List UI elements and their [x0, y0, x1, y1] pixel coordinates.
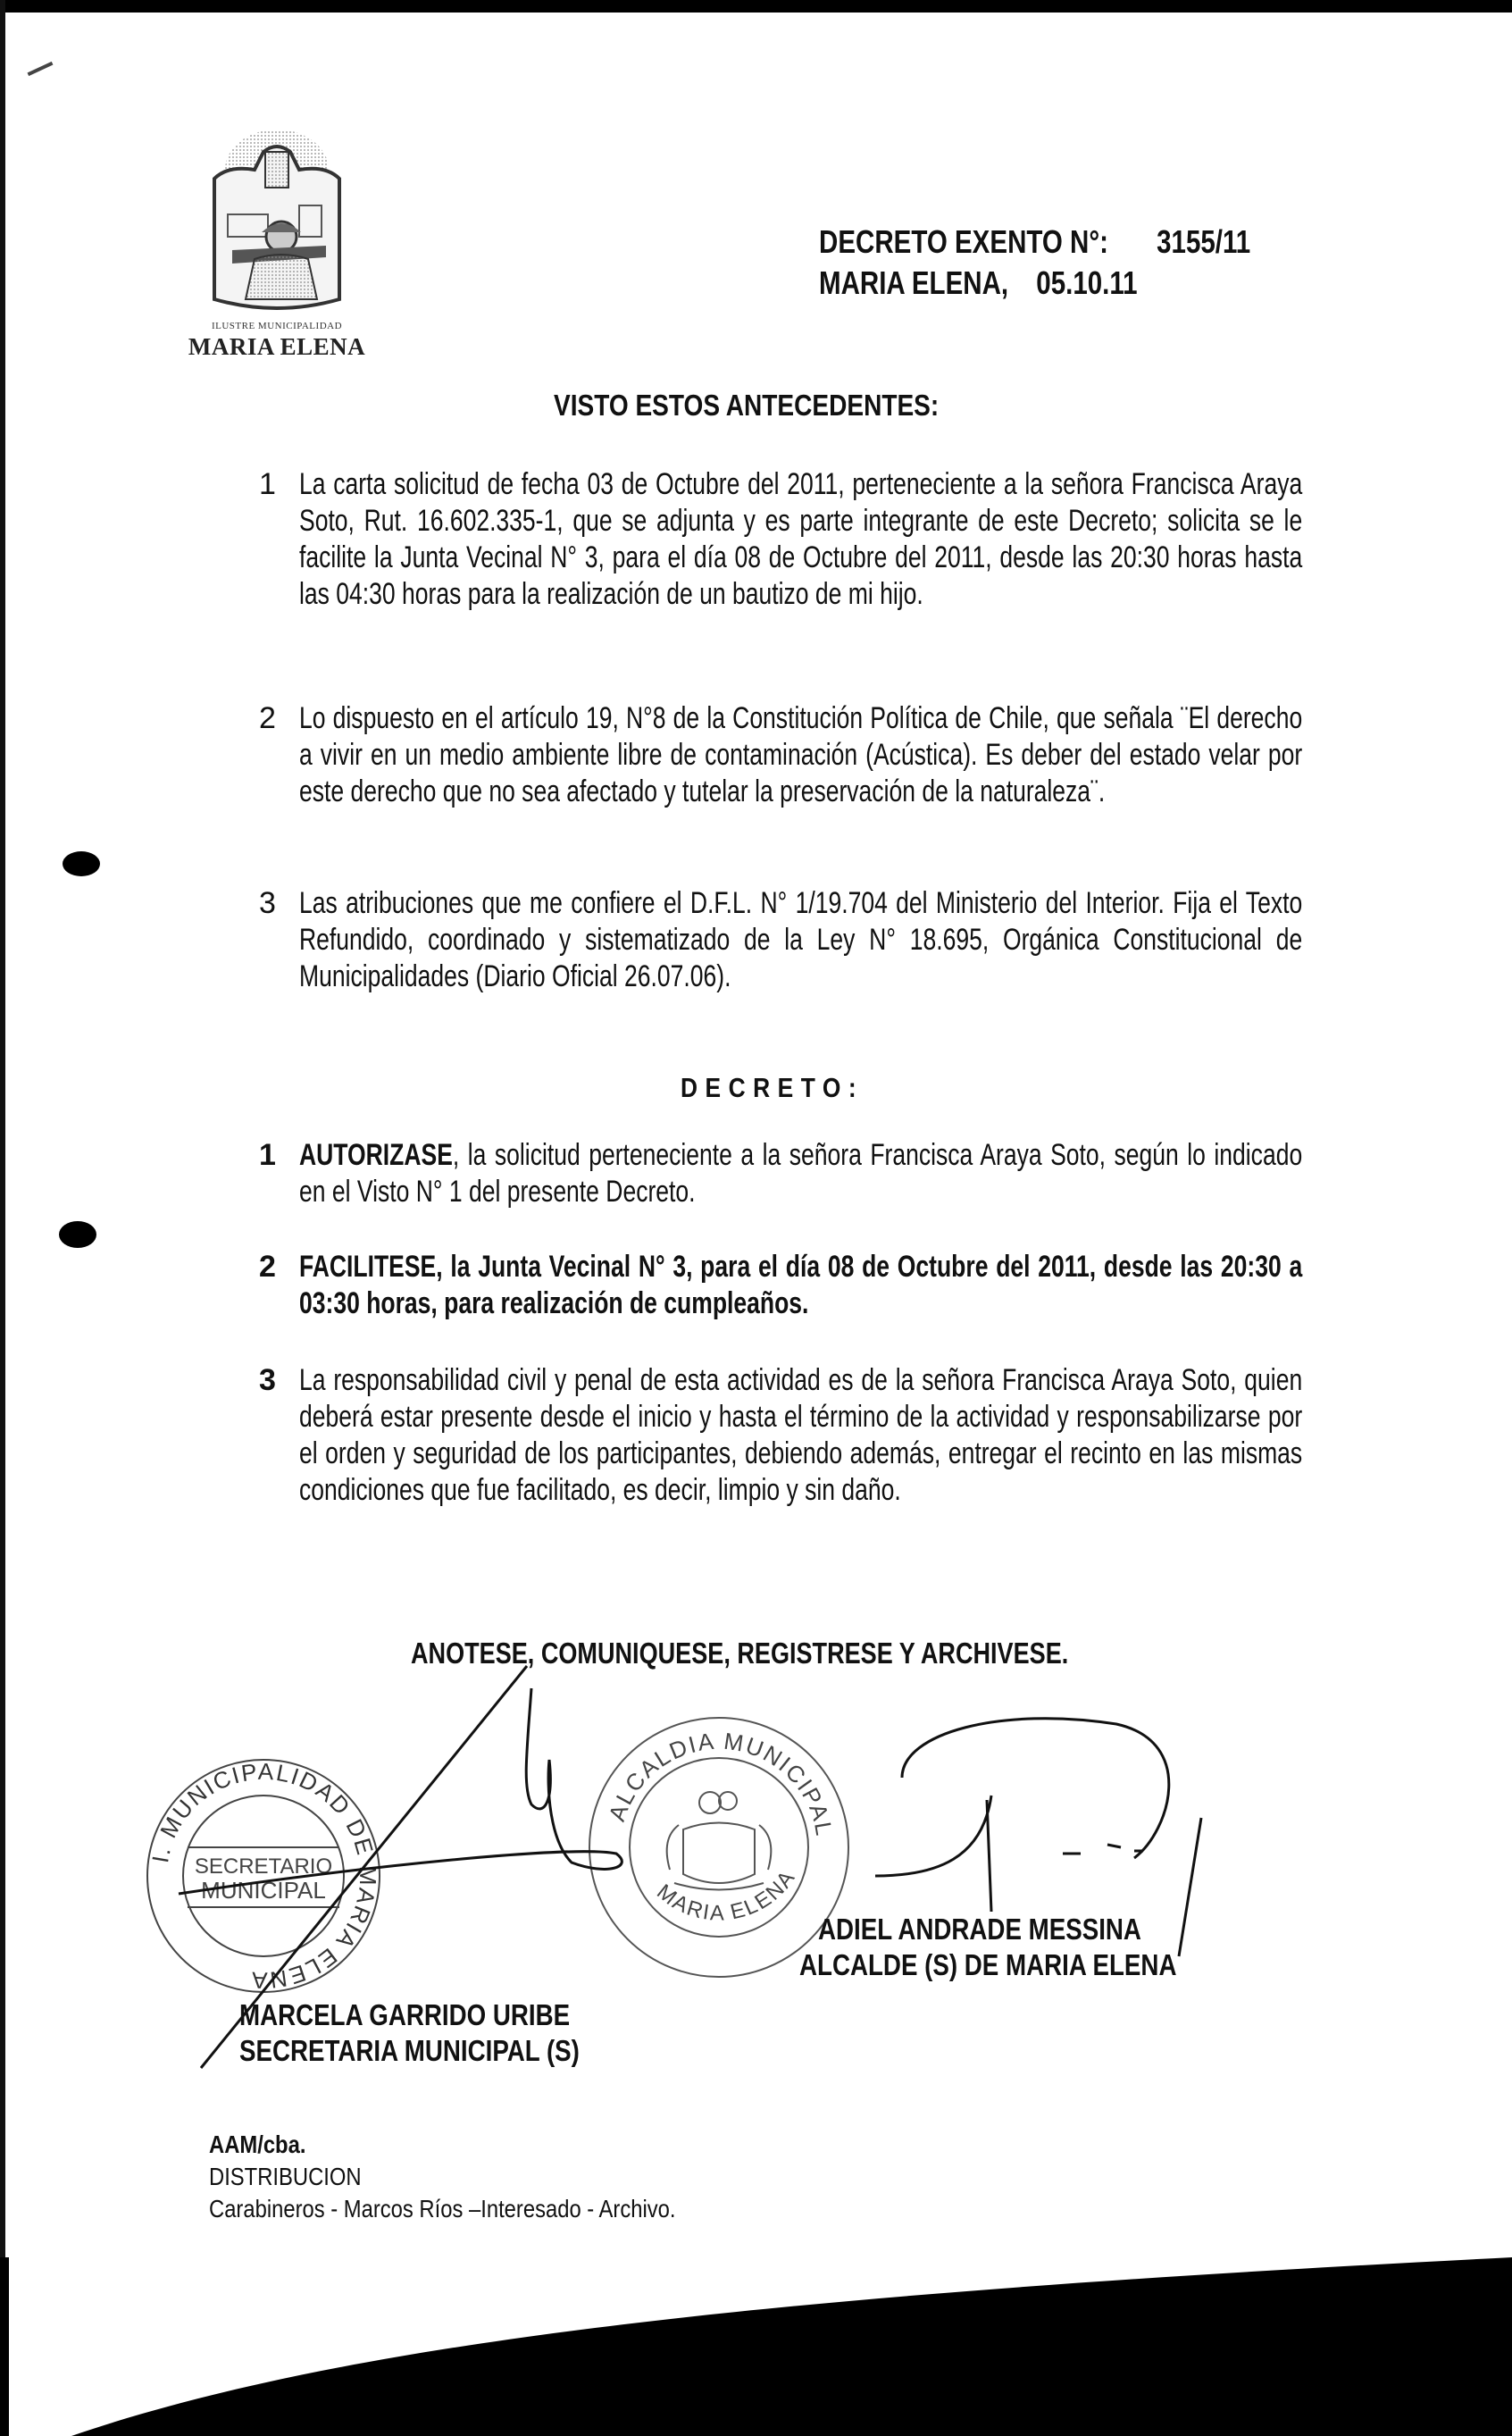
- author-initials: AAM/cba.: [209, 2130, 306, 2158]
- secretary-stamp-ring: I. MUNICIPALIDAD DE MARIA ELENA: [146, 1757, 382, 1995]
- staple-mark: [28, 62, 54, 76]
- decreto-list: [241, 1137, 1304, 1509]
- item-text: , la Junta Vecinal N° 3, para el día 08 de Octubre del 2011, desde las 20:30 a 03:30 horas, para realización de cumpleaños.: [299, 1250, 1303, 1320]
- item-lead: FACILITESE: [299, 1250, 437, 1284]
- secretary-stamp-line2: MUNICIPAL: [201, 1877, 326, 1904]
- scan-border-left: [0, 0, 5, 2436]
- secretary-title: SECRETARIA MUNICIPAL (S): [239, 2034, 580, 2067]
- institution-subtitle: ILUSTRE MUNICIPALIDAD: [211, 321, 343, 331]
- item-text: La carta solicitud de fecha 03 de Octubre del 2011, perteneciente a la señora Francisca Araya Soto, Rut. 16.602.335-1, que se adjunta y es parte integrante de este Decreto; solicita se le facilite la Junta Vecinal N° 3, para el día 08 de Octubre del 2011, desde las 20:30 horas hasta las 04:30 horas para la realización de un bautizo de mi hijo.: [299, 467, 1303, 611]
- mayor-stamp-ring-bottom: MARIA ELENA: [652, 1865, 801, 1926]
- item-text: Las atribuciones que me confiere el D.F.L. N° 1/19.704 del Ministerio del Interior. Fija el Texto Refundido, coordinado y sistematizado de la Ley N° 18.695, Orgánica Constitucional de Municipalidades (Diario Oficial 26.07.06).: [299, 886, 1303, 993]
- punch-hole: [59, 1221, 96, 1248]
- place: MARIA ELENA,: [819, 264, 1009, 301]
- decreto-item: [241, 1362, 1304, 1509]
- visto-item: [241, 466, 1304, 663]
- visto-title: VISTO ESTOS ANTECEDENTES:: [554, 389, 940, 422]
- item-number: 2: [259, 701, 276, 735]
- coat-of-arms-icon: [192, 116, 362, 317]
- item-number: 3: [259, 1363, 276, 1397]
- visto-list: [241, 466, 1304, 995]
- item-text: , la solicitud perteneciente a la señora Francisca Araya Soto, según lo indicado en el Visto N° 1 del presente Decreto.: [299, 1138, 1303, 1209]
- scan-border-top: [0, 0, 1512, 13]
- item-lead: AUTORIZASE: [299, 1138, 453, 1172]
- item-number: 1: [259, 1138, 276, 1172]
- decreto-item: [241, 1137, 1304, 1213]
- item-text: Lo dispuesto en el artículo 19, N°8 de la Constitución Política de Chile, que señala ¨El derecho a vivir en un medio ambiente libre de contaminación (Acústica). Es deber del estado velar por este derecho que no sea afectado y tutelar la preservación de la naturaleza¨.: [299, 701, 1303, 808]
- svg-text:MARIA ELENA: [652, 1865, 800, 1925]
- mayor-name: ADIEL ANDRADE MESSINA: [818, 1913, 1141, 1946]
- item-text: La responsabilidad civil y penal de esta actividad es de la señora Francisca Araya Soto, quien deberá estar presente desde el inicio y hasta el término de la actividad y responsabilizarse por el orden y seguridad de los participantes, debiendo además, entregar el recinto en las mismas condiciones que fue facilitado, es decir, limpio y sin daño.: [299, 1363, 1303, 1507]
- secretary-name: MARCELA GARRIDO URIBE: [239, 1998, 571, 2031]
- decreto-title: DECRETO:: [681, 1072, 865, 1103]
- visto-item: [241, 700, 1304, 848]
- decree-date: 05.10.11: [1036, 264, 1138, 301]
- chile-coat-of-arms-icon: [667, 1792, 772, 1890]
- municipal-logo: [179, 116, 375, 384]
- institution-name: MARIA ELENA: [188, 333, 366, 360]
- decree-header: [819, 222, 1250, 304]
- mayor-signature-block: [799, 1912, 1176, 1983]
- secretary-stamp: [143, 1755, 384, 1997]
- scan-border-bottom: [0, 2257, 1512, 2436]
- distribution-list: Carabineros - Marcos Ríos –Interesado - Archivo.: [209, 2195, 676, 2223]
- secretary-signature-block: [239, 1997, 580, 2069]
- mayor-title: ALCALDE (S) DE MARIA ELENA: [799, 1948, 1177, 1981]
- visto-item: [241, 885, 1304, 995]
- distribution-label: DISTRIBUCION: [209, 2163, 362, 2190]
- item-number: 1: [259, 467, 276, 501]
- mayor-stamp-ring-top: ALCALDIA MUNICIPAL: [603, 1727, 839, 1839]
- distribution-footer: [209, 2129, 675, 2225]
- item-number: 2: [259, 1250, 276, 1284]
- item-number: 3: [259, 886, 276, 920]
- decree-label: DECRETO EXENTO N°:: [819, 223, 1109, 260]
- punch-hole: [63, 851, 100, 876]
- decree-number: 3155/11: [1157, 223, 1251, 260]
- secretary-stamp-line1: SECRETARIO: [194, 1854, 333, 1879]
- decreto-item: [241, 1249, 1304, 1325]
- closing-formula: ANOTESE, COMUNIQUESE, REGISTRESE Y ARCHIVESE.: [411, 1637, 1069, 1670]
